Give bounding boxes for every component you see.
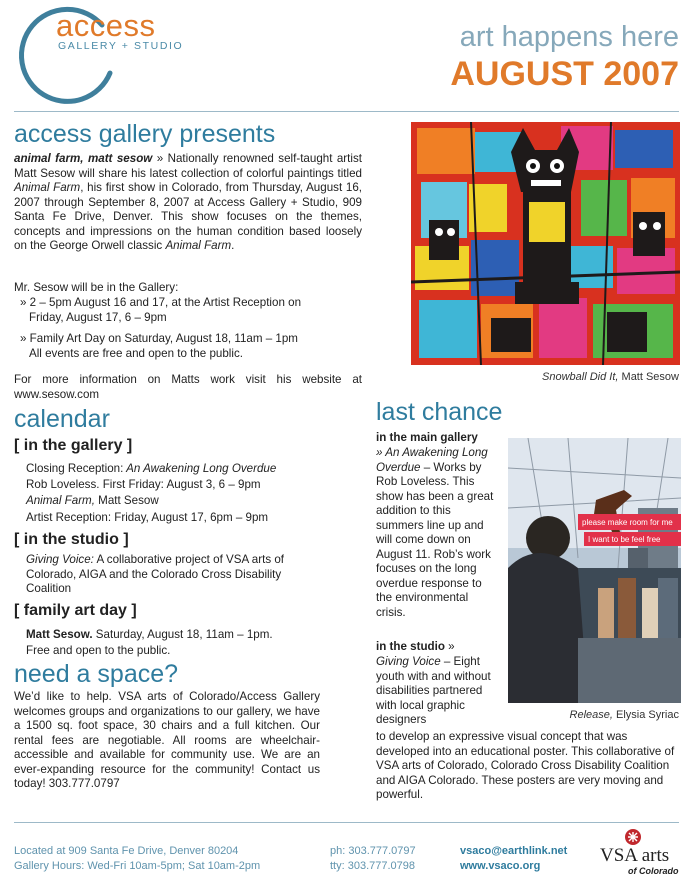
header-divider [14,111,679,112]
vsa-logo [600,828,686,880]
studio-description-b: to develop an expressive visual concept that was developed into an educational poster. This collaborative of VSA arts of Colorado, Colorado Cross Disability Coalition and AIGA Colorado. These posters are very moving and powerful. [376,730,675,801]
main-gallery-title: » An Awakening Long Overdue [376,446,488,474]
studio-label-arrow: » [444,640,455,653]
presents-text-a: » Nationally renowned self-taught artist Matt Sesow will share his latest collection of colorful paintings titled [14,152,362,180]
presents-website-text: For more information on Matts work visit his website at www.sesow.com [14,373,362,401]
studio-label [376,640,455,655]
calendar-gallery-item-4: Artist Reception: Friday, August 17, 6pm – 9pm [26,511,269,524]
painting-caption-title: Snowball Did It, [542,371,619,383]
photo-caption-title: Release, [569,709,613,721]
presents-bullet-2: » Family Art Day on Saturday, August 18, 11am – 1pm [20,332,298,345]
footer-address: Located at 909 Santa Fe Drive, Denver 80204 [14,845,239,857]
calendar-heading: calendar [14,405,110,433]
family-artist: Matt Sesow. [26,628,93,641]
header [0,0,693,112]
photo-sign-2: I want to be feel free [588,535,661,544]
studio-description-a: – Eight youth with and without disabilities partnered with local graphic designers [376,655,491,726]
presents-bullet-1: » 2 – 5pm August 16 and 17, at the Artist Reception on [20,296,302,309]
animal-farm-title: Animal Farm, [26,494,95,507]
calendar-gallery-item-3 [26,494,159,509]
issue-date: AUGUST 2007 [450,55,679,93]
closing-reception-label: Closing Reception: [26,462,124,475]
painting-caption-artist: Matt Sesow [618,371,679,383]
giving-voice-title: Giving Voice: [26,553,94,566]
photo-caption [570,709,679,722]
last-chance-heading: last chance [376,398,503,426]
photo-release [508,438,681,703]
presents-title-2: Animal Farm [165,239,232,252]
painting-snowball-did-it [411,122,680,365]
painting-illustration [411,122,680,365]
giving-voice-text: A collaborative project of VSA arts of Colorado, AIGA and the Colorado Cross Disability Coalition [26,553,285,595]
vsa-logo-sub: of Colorado [628,866,679,876]
studio-title: Giving Voice [376,655,441,668]
calendar-family-item-2: Free and open to the public. [26,644,171,657]
footer-divider [14,822,679,823]
presents-lead: animal farm, matt sesow [14,152,153,165]
calendar-studio-item [26,553,326,597]
presents-text-end: . [231,239,235,252]
studio-text-a [376,655,500,728]
photo-sign-1: please make room for me [582,518,673,527]
footer-website-link[interactable]: www.vsaco.org [460,860,541,872]
space-text: We’d like to help. VSA arts of Colorado/Access Gallery welcomes groups and organizations to our gallery, we have a 1500 sq. foot space, 30 chairs and a full kitchen. Our rental fees are negotiable. All rooms are wheelchair-accessible and available for community use. We are an ever-expanding resource for the community! Contact us today! 303.777.0797 [14,690,320,790]
main-gallery-label: in the main gallery [376,431,478,444]
animal-farm-artist: Matt Sesow [94,494,159,507]
logo-subtitle: GALLERY + STUDIO [58,40,184,52]
presents-gallery-intro: Mr. Sesow will be in the Gallery: [14,281,179,294]
footer-hours: Gallery Hours: Wed-Fri 10am-5pm; Sat 10am-2pm [14,860,261,872]
footer-email-link[interactable]: vsaco@earthlink.net [460,845,568,857]
presents-heading: access gallery presents [14,120,276,148]
calendar-studio-heading: [ in the studio ] [14,531,129,548]
main-gallery-description: – Works by Rob Loveless. This show has been a great addition to this summers line up and will come down on August 11. Rob’s work focuses on the long overdue response to the environmental crisis. [376,460,494,619]
calendar-family-heading: [ family art day ] [14,602,137,619]
photo-caption-artist: Elysia Syriac [612,709,679,721]
space-heading: need a space? [14,660,179,688]
calendar-family-item-1 [26,628,273,643]
calendar-gallery-item-1 [26,462,276,477]
main-gallery-text [376,446,500,620]
footer-tty: tty: 303.777.0798 [330,860,416,872]
calendar-gallery-item-2: Rob Loveless. First Friday: August 3, 6 – 9pm [26,478,261,491]
presents-paragraph [14,152,362,254]
presents-bullet-2b: All events are free and open to the public. [29,347,243,360]
presents-bullet-1b: Friday, August 17, 6 – 9pm [29,311,167,324]
closing-reception-title: An Awakening Long Overdue [123,462,277,475]
presents-text-b: , his first show in Colorado, from Thursday, August 16, 2007 through September 8, 2007 at Access Gallery + Studio, 909 Santa Fe Drive, Denver. This show focuses on the themes, concepts and impressions on the human condition based loosely on the George Orwell classic [14,181,362,252]
vsa-logo-text: VSA arts [600,845,670,866]
family-date: Saturday, August 18, 11am – 1pm. [92,628,273,641]
painting-caption [542,371,679,384]
calendar-gallery-heading: [ in the gallery ] [14,437,133,454]
studio-label-text: in the studio [376,640,445,653]
vsa-logo-emblem [624,828,642,846]
presents-title: Animal Farm [14,181,81,194]
photo-illustration [508,438,681,703]
footer-phone: ph: 303.777.0797 [330,845,416,857]
tagline: art happens here [459,21,679,53]
logo-wordmark: access [56,8,156,43]
